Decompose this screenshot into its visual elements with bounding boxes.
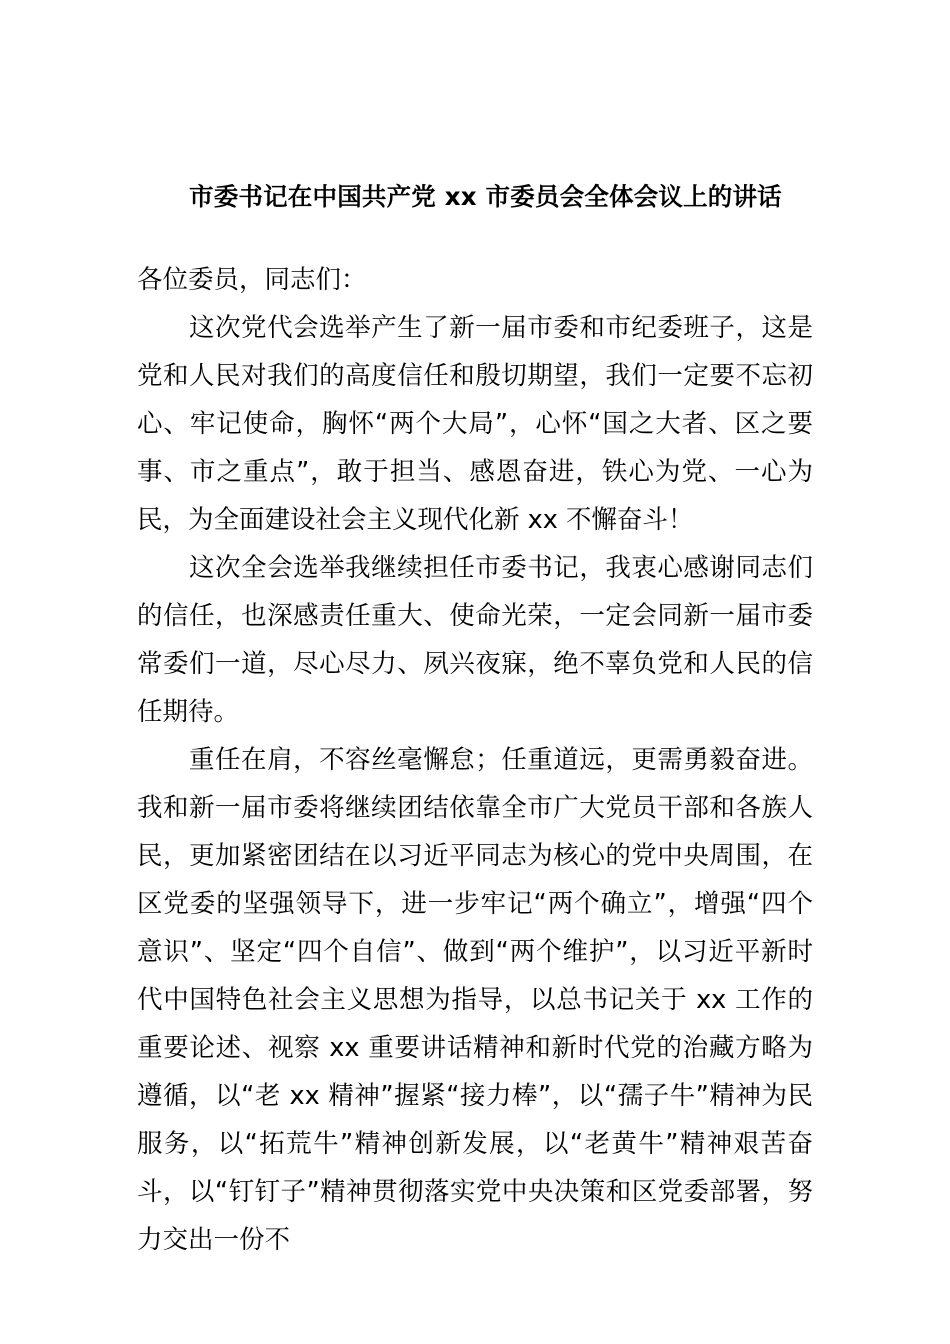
paragraph-2: 这次全会选举我继续担任市委书记，我衷心感谢同志们的信任，也深感责任重大、使命光荣，一定会同新一届市委常委们一道，尽心尽力、夙兴夜寐，绝不辜负党和人民的信任期待。 (137, 553, 813, 727)
page-title: 市委书记在中国共产党 xx 市委员会全体会议上的讲话 (189, 182, 782, 211)
paragraph-1: 这次党代会选举产生了新一届市委和市纪委班子，这是党和人民对我们的高度信任和殷切期望，我们一定要不忘初心、牢记使命，胸怀“两个大局”，心怀“国之大者、区之要事、市之重点”，敢于担当、感恩奋进，铁心为党、一心为民，为全面建设社会主义现代化新 xx 不懈奋斗！ (137, 313, 813, 535)
paragraph-3: 重任在肩，不容丝毫懈怠；任重道远，更需勇毅奋进。我和新一届市委将继续团结依靠全市广大党员干部和各族人民，更加紧密团结在以习近平同志为核心的党中央周围，在区党委的坚强领导下，进一步牢记“两个确立”，增强“四个意识”、坚定“四个自信”、做到“两个维护”，以习近平新时代中国特色社会主义思想为指导，以总书记关于 xx 工作的重要论述、视察 xx 重要讲话精神和新时代党的治藏方略为遵循，以“老 xx 精神”握紧“接力棒”，以“孺子牛”精神为民服务，以“拓荒牛”精神创新发展，以“老黄牛”精神艰苦奋斗，以“钉钉子”精神贯彻落实党中央决策和区党委部署，努力交出一份不 (137, 745, 813, 1255)
document-body (137, 0, 813, 1264)
salutation-line: 各位委员，同志们： (137, 265, 367, 295)
